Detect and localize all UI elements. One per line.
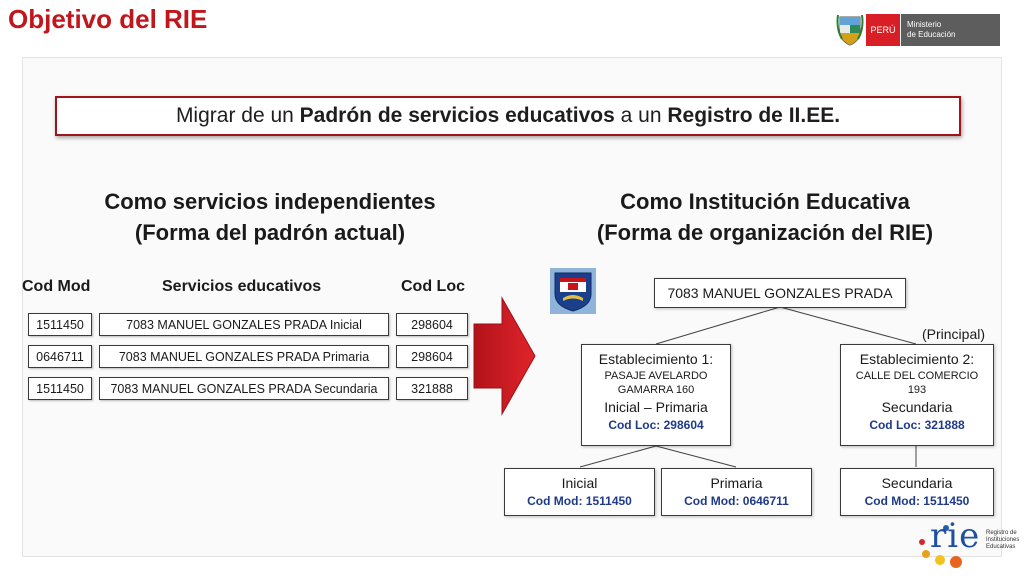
leaf-secundaria-name: Secundaria	[881, 475, 953, 491]
rie-tagline-2: Instituciones	[986, 537, 1020, 543]
banner-prefix: Migrar de un	[175, 104, 300, 127]
est2-cod-loc: Cod Loc: 321888	[869, 418, 965, 432]
row2-servicio: 7083 MANUEL GONZALES PRADA Primaria	[99, 345, 389, 368]
rie-wordmark: rie	[930, 516, 981, 556]
leaf-secundaria-node	[840, 468, 994, 516]
leaf-inicial-node	[504, 468, 655, 516]
row2-cod-loc: 298604	[396, 345, 468, 368]
banner-bold-1: Padrón de servicios educativos	[299, 104, 615, 127]
page-title: Objetivo del RIE	[8, 4, 208, 34]
est2-address-line1: CALLE DEL COMERCIO	[855, 370, 979, 382]
rie-tagline-1: Registro de	[986, 530, 1017, 536]
row1-servicio: 7083 MANUEL GONZALES PRADA Inicial	[99, 313, 389, 336]
gov-ministry-line2: de Educación	[907, 30, 956, 39]
tree-root-node	[654, 278, 906, 308]
rie-tagline	[986, 530, 1019, 551]
leaf-inicial-code: Cod Mod: 1511450	[527, 494, 632, 508]
est1-address-line2: GAMARRA 160	[617, 384, 695, 396]
col-header-cod-mod: Cod Mod	[22, 278, 91, 295]
row3-cod-mod: 1511450	[28, 377, 92, 400]
establishment-1-node	[581, 344, 731, 446]
gov-ministry-line1: Ministerio	[907, 20, 942, 29]
gov-peru-label: PERÚ	[866, 14, 900, 46]
leaf-primaria-code: Cod Mod: 0646711	[684, 494, 789, 508]
row1-cod-loc: 298604	[396, 313, 468, 336]
banner-middle: a un	[614, 104, 668, 127]
row3-cod-loc: 321888	[396, 377, 468, 400]
est1-level: Inicial – Primaria	[604, 399, 708, 415]
leaf-primaria-name: Primaria	[710, 475, 763, 491]
est1-cod-loc: Cod Loc: 298604	[608, 418, 704, 432]
left-heading-line2: (Forma del padrón actual)	[134, 220, 406, 245]
est2-title: Establecimiento 2:	[859, 351, 975, 367]
principal-label: (Principal)	[922, 326, 986, 342]
leaf-primaria-node	[661, 468, 812, 516]
left-heading-line1: Como servicios independientes	[104, 189, 436, 214]
tree-root-label: 7083 MANUEL GONZALES PRADA	[667, 285, 893, 301]
col-header-cod-loc: Cod Loc	[401, 278, 465, 295]
banner-bold-2: Registro de II.EE.	[667, 104, 841, 127]
est1-address-line1: PASAJE AVELARDO	[604, 370, 708, 382]
est1-title: Establecimiento 1:	[598, 351, 714, 367]
row1-cod-mod: 1511450	[28, 313, 92, 336]
leaf-secundaria-code: Cod Mod: 1511450	[864, 494, 970, 508]
establishment-2-node	[840, 344, 994, 446]
right-heading-line2: (Forma de organización del RIE)	[596, 220, 934, 245]
row3-servicio: 7083 MANUEL GONZALES PRADA Secundaria	[99, 377, 389, 400]
row2-cod-mod: 0646711	[28, 345, 92, 368]
right-heading-line1: Como Institución Educativa	[620, 189, 910, 214]
rie-logo	[916, 516, 1020, 570]
leaf-inicial-name: Inicial	[561, 475, 598, 491]
est2-level: Secundaria	[881, 399, 953, 415]
est2-address-line2: 193	[907, 384, 927, 396]
rie-tagline-3: Educativas	[986, 544, 1016, 550]
col-header-servicios: Servicios educativos	[162, 278, 322, 295]
